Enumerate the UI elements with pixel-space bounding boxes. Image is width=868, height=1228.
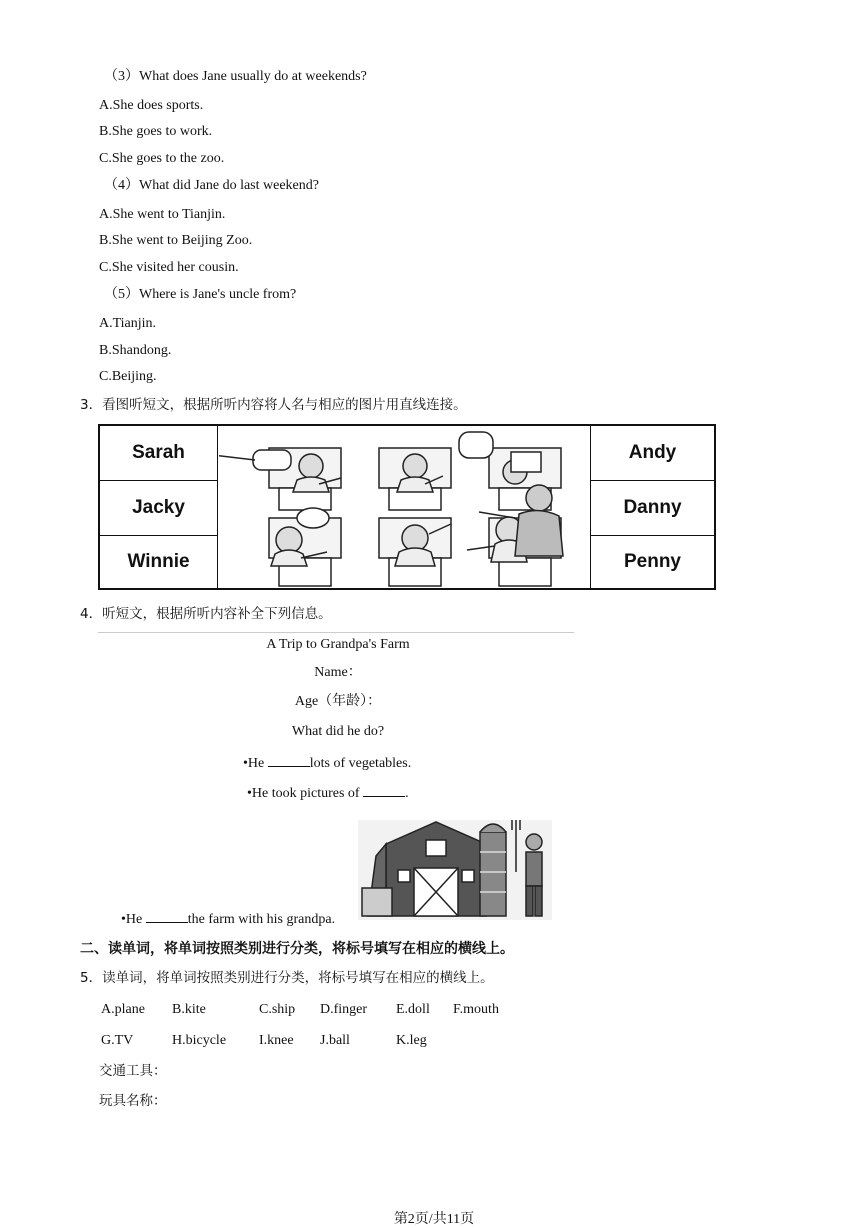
category-toys: 玩具名称： bbox=[99, 1093, 167, 1109]
word-row-2 bbox=[0, 1032, 868, 1050]
task3-instruction: 3．看图听短文，根据所听内容将人名与相应的图片用直线连接。 bbox=[80, 397, 467, 413]
word-tv: G.TV bbox=[101, 1033, 134, 1048]
section-2-heading: 二、读单词，将单词按照类别进行分类，将标号填写在相应的横线上。 bbox=[80, 941, 514, 957]
q4-option-c: C.She visited her cousin. bbox=[99, 260, 239, 275]
classroom-illustration bbox=[219, 426, 589, 588]
q4-option-a: A.She went to Tianjin. bbox=[99, 207, 226, 222]
sarah-connector-line bbox=[219, 452, 255, 460]
word-doll: E.doll bbox=[396, 1002, 430, 1017]
matching-panel bbox=[98, 424, 716, 590]
page-footer: 第2页/共11页 bbox=[393, 1212, 475, 1227]
word-finger: D.finger bbox=[320, 1002, 368, 1017]
b2-post: . bbox=[405, 786, 409, 801]
blank-1[interactable] bbox=[268, 753, 310, 767]
name-andy: Andy bbox=[590, 426, 714, 481]
name-sarah: Sarah bbox=[100, 426, 218, 481]
q4-option-b: B.She went to Beijing Zoo. bbox=[99, 233, 253, 248]
question-4: （4）What did Jane do last weekend? bbox=[104, 178, 319, 193]
q3-option-b: B.She goes to work. bbox=[99, 124, 213, 139]
name-winnie: Winnie bbox=[100, 536, 218, 588]
trip-title: A Trip to Grandpa's Farm bbox=[266, 637, 410, 652]
q5-option-c: C.Beijing. bbox=[99, 369, 157, 384]
what-label: What did he do? bbox=[291, 724, 385, 739]
blank-line-1 bbox=[243, 753, 411, 773]
word-leg: K.leg bbox=[396, 1033, 427, 1048]
b1-post: lots of vegetables. bbox=[309, 756, 412, 771]
word-ship: C.ship bbox=[259, 1002, 296, 1017]
blank-2[interactable] bbox=[363, 783, 405, 797]
blank-line-3 bbox=[121, 909, 335, 929]
q5-option-a: A.Tianjin. bbox=[99, 316, 157, 331]
word-mouth: F.mouth bbox=[453, 1002, 499, 1017]
name-label: Name： bbox=[314, 665, 362, 680]
question-3: （3）What does Jane usually do at weekends? bbox=[104, 69, 367, 84]
b2-pre: •He took pictures of bbox=[247, 786, 364, 801]
word-plane: A.plane bbox=[101, 1002, 145, 1017]
farm-illustration bbox=[358, 812, 552, 920]
b3-pre: •He bbox=[121, 912, 146, 927]
b1-pre: •He bbox=[243, 756, 268, 771]
name-danny: Danny bbox=[590, 481, 714, 536]
word-ball: J.ball bbox=[320, 1033, 350, 1048]
word-kite: B.kite bbox=[172, 1002, 206, 1017]
task4-instruction: 4．听短文，根据所听内容补全下列信息。 bbox=[80, 606, 332, 622]
divider-rule bbox=[98, 632, 574, 633]
age-label: Age（年龄）： bbox=[294, 694, 382, 709]
blank-line-2 bbox=[247, 783, 409, 803]
q3-option-c: C.She goes to the zoo. bbox=[99, 151, 225, 166]
question-5: （5）Where is Jane's uncle from? bbox=[104, 287, 297, 302]
category-transport: 交通工具： bbox=[99, 1063, 167, 1079]
b3-post: the farm with his grandpa. bbox=[187, 912, 336, 927]
q5-option-b: B.Shandong. bbox=[99, 343, 172, 358]
name-jacky: Jacky bbox=[100, 481, 218, 536]
q3-option-a: A.She does sports. bbox=[99, 98, 204, 113]
word-knee: I.knee bbox=[259, 1033, 294, 1048]
blank-3[interactable] bbox=[146, 909, 188, 923]
task5-instruction: 5．读单词，将单词按照类别进行分类，将标号填写在相应的横线上。 bbox=[80, 970, 494, 986]
word-bicycle: H.bicycle bbox=[172, 1033, 227, 1048]
name-penny: Penny bbox=[590, 536, 714, 588]
word-row-1 bbox=[0, 1001, 868, 1019]
